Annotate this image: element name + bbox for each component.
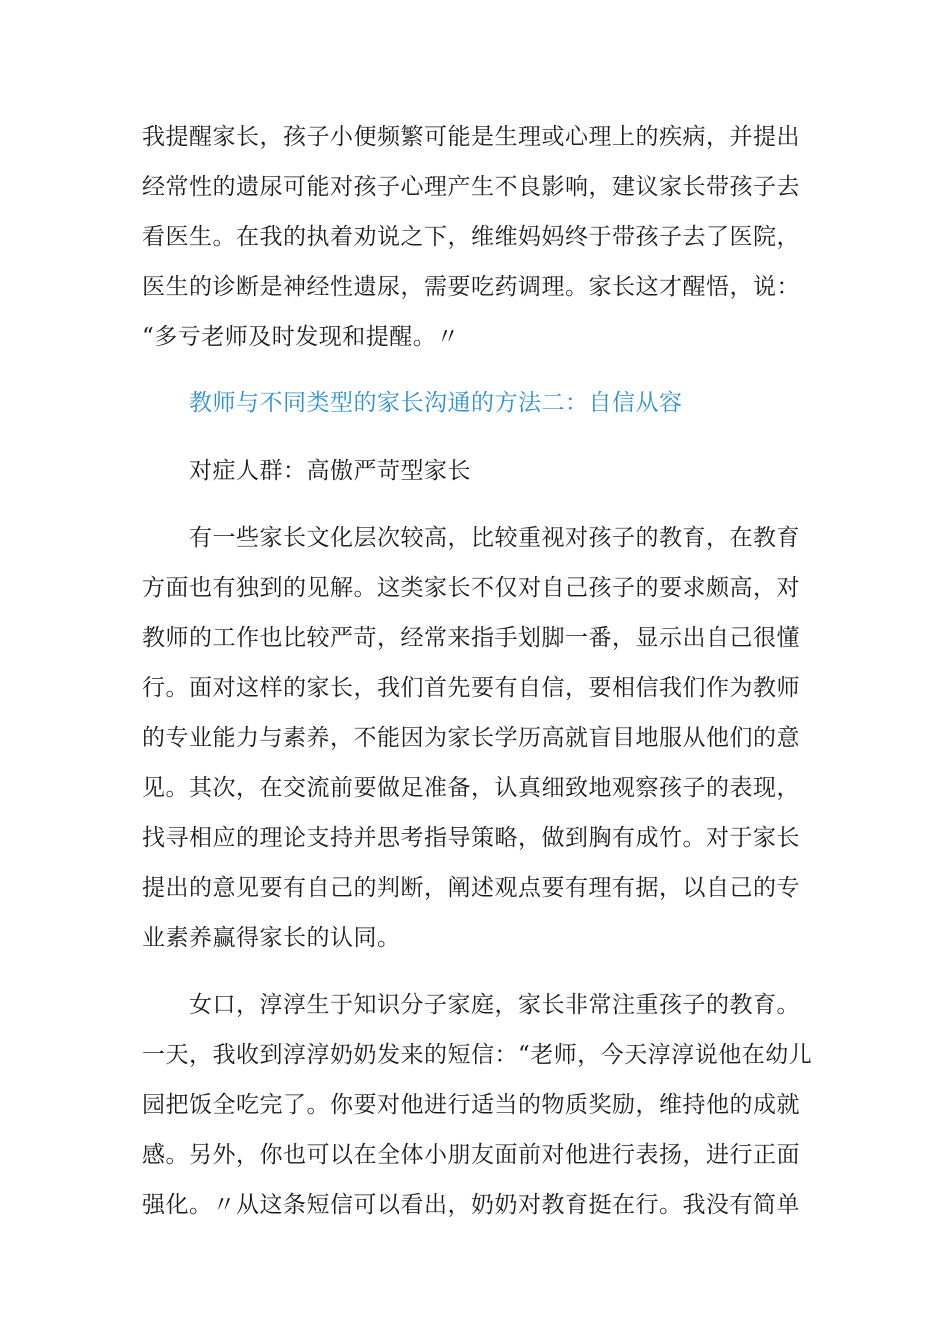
text-line: 一天，我收到淳淳奶奶发来的短信：“老师，今天淳淳说他在幼儿 [142,1042,813,1068]
text-line: 强化。〃从这条短信可以看出，奶奶对教育挺在行。我没有简单 [142,1192,800,1218]
section-heading [142,378,810,428]
text-line: 有一些家长文化层次较高，比较重视对孩子的教育，在教育 [189,525,800,551]
text-line: 业素养赢得家长的认同。 [142,925,401,951]
text-line: 提出的意见要有自己的判断，阐述观点要有理有据，以自己的专 [142,875,800,901]
text-line: 女口，淳淳生于知识分子家庭，家长非常注重孩子的教育。 [189,992,800,1018]
text-line: 的专业能力与素养，不能因为家长学历高就盲目地服从他们的意 [142,725,800,751]
paragraph-description [142,513,810,963]
text-line: 我提醒家长，孩子小便频繁可能是生理或心理上的疾病，并提出 [142,124,800,150]
text-line: 找寻相应的理论支持并思考指导策略，做到胸有成竹。对于家长 [142,825,800,851]
paragraph-diagnosis [142,112,810,362]
text-line: 看医生。在我的执着劝说之下，维维妈妈终于带孩子去了医院， [142,224,800,250]
paragraph-example [142,980,813,1230]
text-line: 经常性的遗尿可能对孩子心理产生不良影响，建议家长带孩子去 [142,174,800,200]
text-line: 行。面对这样的家长，我们首先要有自信，要相信我们作为教师 [142,675,800,701]
text-line: 方面也有独到的见解。这类家长不仅对自己孩子的要求颇高，对 [142,575,800,601]
text-line: 教师的工作也比较严苛，经常来指手划脚一番，显示出自己很懂 [142,625,800,651]
heading-text: 教师与不同类型的家长沟通的方法二：自信从容 [189,390,683,416]
text-line: 医生的诊断是神经性遗尿，需要吃药调理。家长这才醒悟，说： [142,274,800,300]
text-line: 园把饭全吃完了。你要对他进行适当的物质奖励，维持他的成就 [142,1092,800,1118]
text-line: 对症人群：高傲严苛型家长 [189,458,471,484]
target-group-line [142,446,810,496]
text-line: “多亏老师及时发现和提醒。〃 [142,324,460,350]
text-line: 见。其次，在交流前要做足准备，认真细致地观察孩子的表现， [142,775,800,801]
text-line: 感。另外，你也可以在全体小朋友面前对他进行表扬，进行正面 [142,1142,800,1168]
